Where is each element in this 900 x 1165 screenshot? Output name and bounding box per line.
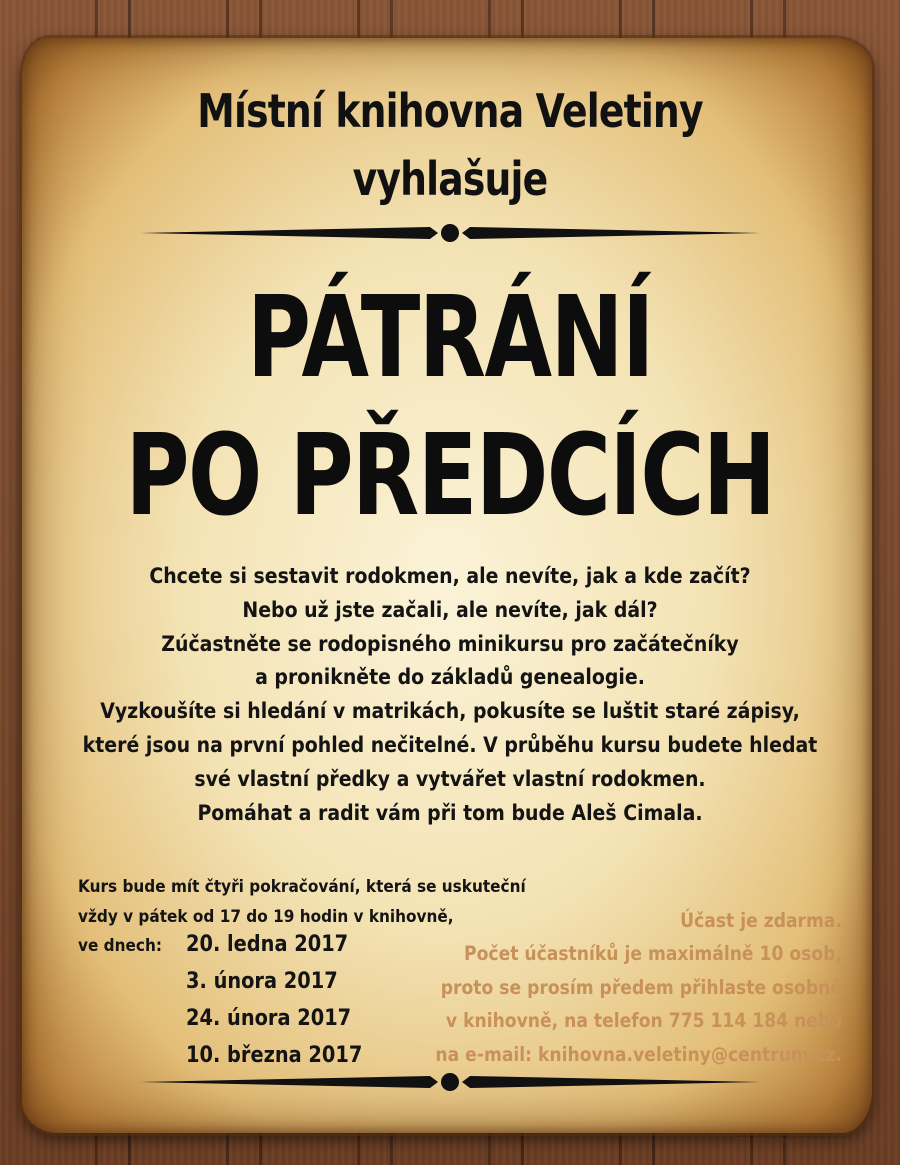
info-line: Účast je zdarma. xyxy=(680,909,842,932)
date-item: 10. března 2017 xyxy=(186,1043,363,1068)
schedule-line: vždy v pátek od 17 do 19 hodin v knihovně, xyxy=(78,907,454,927)
publisher-credit: TCR 7775 © Teacher Created Resources xyxy=(736,1138,864,1145)
registration-info xyxy=(362,904,842,1071)
info-line: na e-mail: knihovna.veletiny@centrum.cz. xyxy=(435,1042,842,1066)
organizer-heading: Místní knihovna Veletiny xyxy=(197,84,703,138)
info-line: Počet účastníků je maximálně 10 osob, xyxy=(464,942,842,966)
date-item: 20. ledna 2017 xyxy=(186,932,349,957)
description-line: své vlastní předky a vytvářet vlastní rodokmen. xyxy=(194,766,706,792)
description-line: Nebo už jste začali, ale nevíte, jak dál? xyxy=(242,597,658,623)
schedule-line: Kurs bude mít čtyři pokračování, která se uskuteční xyxy=(78,877,526,897)
info-line: v knihovně, na telefon 775 114 184 nebo xyxy=(445,1009,842,1033)
description-block xyxy=(30,560,870,830)
date-item: 24. února 2017 xyxy=(186,1006,352,1031)
ornament-divider-bottom xyxy=(140,1070,760,1094)
title-line-2: PO PŘEDCÍCH xyxy=(125,411,775,541)
ornament-divider-top xyxy=(140,221,760,245)
title-line-1: PÁTRÁNÍ xyxy=(246,273,653,403)
info-line: proto se prosím předem přihlaste osobně xyxy=(440,975,842,999)
dates-label: ve dnech: xyxy=(78,936,162,956)
description-line: a pronikněte do základů genealogie. xyxy=(255,665,645,691)
description-line: které jsou na první pohled nečitelné. V průběhu kursu budete hledat xyxy=(82,732,818,758)
date-item: 3. února 2017 xyxy=(186,969,338,994)
description-line: Pomáhat a radit vám při tom bude Aleš Cimala. xyxy=(197,800,703,826)
description-line: Zúčastněte se rodopisného minikursu pro začátečníky xyxy=(161,631,739,657)
description-line: Chcete si sestavit rodokmen, ale nevíte, jak a kde začít? xyxy=(149,564,751,589)
description-line: Vyzkoušíte si hledání v matrikách, pokusíte se luštit staré zápisy, xyxy=(100,699,800,725)
announces-heading: vyhlašuje xyxy=(352,152,548,206)
